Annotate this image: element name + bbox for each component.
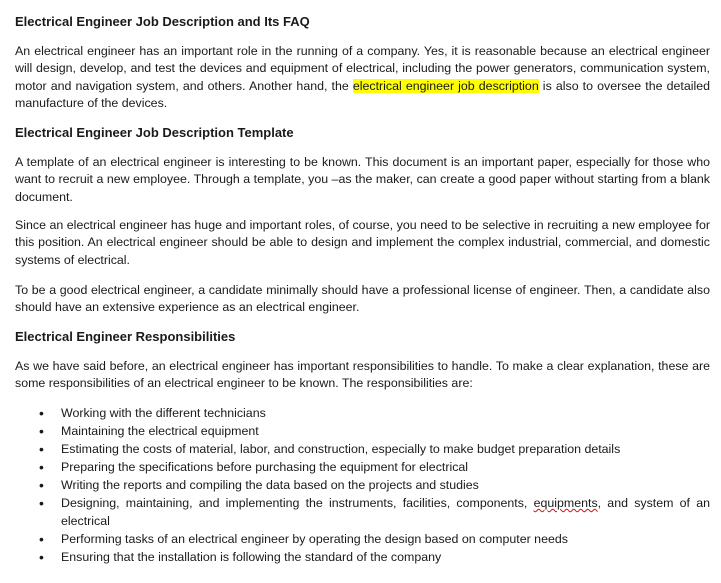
intro-text-after: is also to oversee the detailed manufacture of the devices. xyxy=(15,78,710,111)
list-item-text xyxy=(61,496,710,528)
bullet-icon: • xyxy=(39,549,44,565)
intro-text-before: An electrical engineer has an important role in the running of a company. Yes, it is reasonable because an electrical engineer will design, develop, and test the devices and equipment of electrical, including the power generators, communication system, motor and navigation system, and others. Another hand, the xyxy=(15,44,710,93)
list-item-text: Preparing the specifications before purchasing the equipment for electrical xyxy=(61,460,469,474)
bullet-icon: • xyxy=(39,495,44,511)
spelling-flagged-word: equipments xyxy=(533,496,598,510)
list-item xyxy=(15,404,710,422)
list-item-text: Estimating the costs of material, labor, and construction, especially to make budget preparation details xyxy=(61,442,621,456)
list-item-text: Ensuring that the installation is following the standard of the company xyxy=(61,550,442,564)
list-item-text: Writing the reports and compiling the data based on the projects and studies xyxy=(61,478,479,492)
list-item-text: Performing tasks of an electrical engineer by operating the design based on computer needs xyxy=(61,532,568,546)
bullet-icon: • xyxy=(39,423,44,439)
list-item xyxy=(15,458,710,476)
bullet-icon: • xyxy=(39,531,44,547)
list-item-text-after: , and system of an electrical xyxy=(61,496,710,528)
bullet-icon: • xyxy=(39,405,44,421)
heading-job-description-faq: Electrical Engineer Job Description and Its FAQ xyxy=(15,14,310,29)
list-item-text-before: Designing, maintaining, and implementing the instruments, facilities, components, xyxy=(61,496,534,510)
list-item-text: Working with the different technicians xyxy=(61,406,266,420)
candidate-paragraph: To be a good electrical engineer, a candidate minimally should have a professional license of engineer. Then, a candidate also should have an extensive experience as an electrical engineer. xyxy=(15,283,710,315)
list-item xyxy=(15,548,710,566)
bullet-icon: • xyxy=(39,459,44,475)
highlighted-phrase: electrical engineer job description xyxy=(352,78,539,93)
list-item xyxy=(15,422,710,440)
bullet-icon: • xyxy=(39,477,44,493)
list-item xyxy=(15,494,710,530)
responsibilities-intro-paragraph: As we have said before, an electrical engineer has important responsibilities to handle. To make a clear explanation, these are some responsibilities of an electrical engineer to be known. The responsibilities are: xyxy=(15,359,710,391)
list-item xyxy=(15,440,710,458)
template-paragraph: A template of an electrical engineer is interesting to be known. This document is an important paper, especially for those who want to recruit a new employee. Through a template, you –as the maker, can create a good paper without starting from a blank document. xyxy=(15,155,710,204)
responsibilities-list xyxy=(15,404,710,566)
bullet-icon: • xyxy=(39,441,44,457)
list-item xyxy=(15,476,710,494)
list-item-text: Maintaining the electrical equipment xyxy=(61,424,259,438)
heading-template: Electrical Engineer Job Description Template xyxy=(15,125,294,140)
heading-responsibilities: Electrical Engineer Responsibilities xyxy=(15,329,236,344)
selective-paragraph: Since an electrical engineer has huge and important roles, of course, you need to be selective in recruiting a new employee for this position. An electrical engineer should be able to design and implement the complex industrial, commercial, and domestic systems of electrical. xyxy=(15,218,710,267)
intro-paragraph xyxy=(15,43,710,113)
list-item xyxy=(15,530,710,548)
